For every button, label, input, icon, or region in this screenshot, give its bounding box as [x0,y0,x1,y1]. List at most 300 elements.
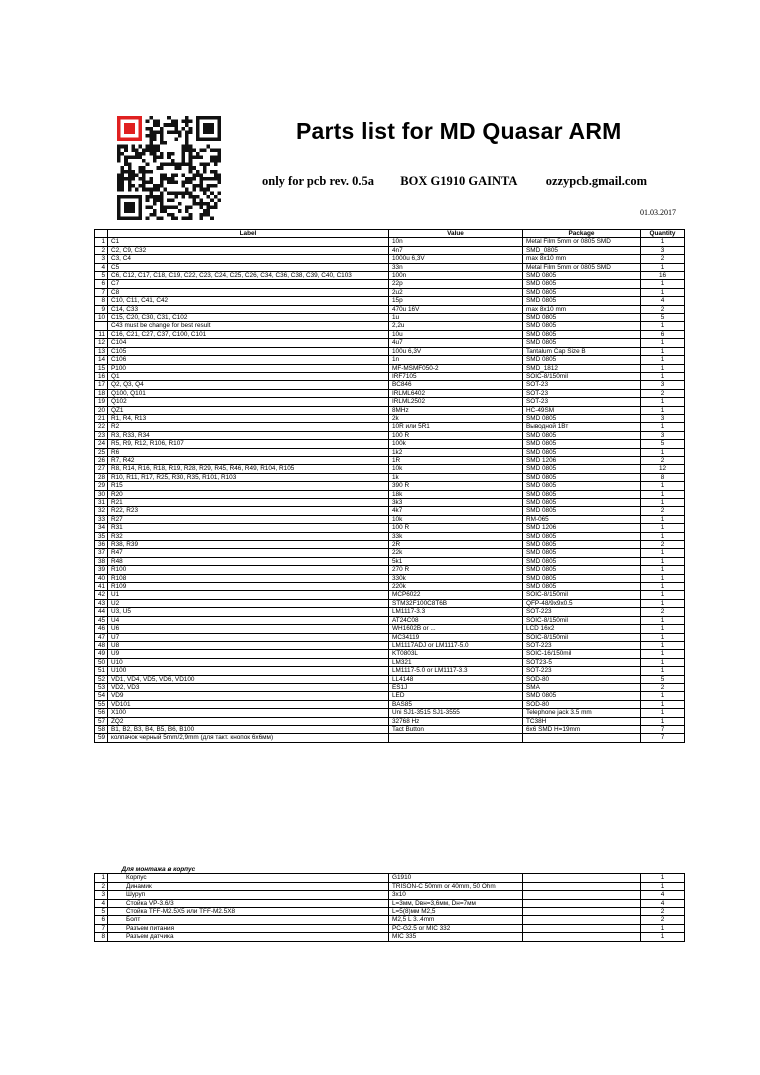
table-row [95,734,685,742]
mounting-row [95,899,685,907]
table-row [95,347,685,355]
row-number: 52 [95,675,108,683]
row-quantity: 1 [641,574,685,582]
row-quantity: 1 [641,524,685,532]
table-row [95,557,685,565]
parts-table [94,229,685,743]
table-row [95,717,685,725]
row-label: U8 [108,641,389,649]
row-number: 30 [95,490,108,498]
mount-package [523,899,641,907]
table-row [95,263,685,271]
row-value: IRLML6402 [389,389,523,397]
row-quantity: 2 [641,608,685,616]
row-package: QFP-48/9x9x0.5 [523,599,641,607]
table-row [95,515,685,523]
row-package: SOD-80 [523,675,641,683]
contact-email: ozzypcb.gmail.com [545,174,648,188]
row-quantity: 1 [641,322,685,330]
row-number: 41 [95,583,108,591]
row-package: HC-49SM [523,406,641,414]
row-quantity: 1 [641,700,685,708]
row-quantity: 7 [641,725,685,733]
mount-package [523,916,641,924]
row-value: 3k3 [389,499,523,507]
row-value: 100n [389,272,523,280]
table-row [95,423,685,431]
row-package: SOT-23 [523,381,641,389]
row-value: LM1117ADJ or LM1117-5.0 [389,641,523,649]
row-label: U10 [108,658,389,666]
row-label: ZQ2 [108,717,389,725]
row-quantity: 1 [641,633,685,641]
row-package: SMD 0805 [523,482,641,490]
table-row [95,608,685,616]
row-number: 40 [95,574,108,582]
col-value: Value [389,230,523,238]
table-row [95,356,685,364]
row-quantity: 7 [641,734,685,742]
row-label: C1 [108,238,389,246]
row-label: R5, R9, R12, R106, R107 [108,440,389,448]
col-number [95,230,108,238]
table-row [95,700,685,708]
row-value: MC34119 [389,633,523,641]
row-quantity: 1 [641,709,685,717]
row-package: Выводной 1Вт [523,423,641,431]
row-value: Uni SJ1-3515 SJ1-3555 [389,709,523,717]
row-value: MCP6022 [389,591,523,599]
row-quantity: 5 [641,314,685,322]
mount-package [523,933,641,941]
row-label: R31 [108,524,389,532]
mount-number: 1 [95,874,108,882]
row-quantity: 2 [641,305,685,313]
row-quantity: 1 [641,583,685,591]
row-value: 10k [389,465,523,473]
table-row [95,364,685,372]
row-value: 1k [389,473,523,481]
row-quantity: 1 [641,406,685,414]
row-number: 33 [95,515,108,523]
mount-quantity: 1 [641,882,685,890]
row-value: 4n7 [389,246,523,254]
row-number: 39 [95,566,108,574]
row-label: U4 [108,616,389,624]
box-model: BOX G1910 GAINTA [400,174,518,188]
row-number: 7 [95,288,108,296]
row-number: 51 [95,667,108,675]
row-value: KT0803L [389,650,523,658]
row-number: 29 [95,482,108,490]
row-label: C106 [108,356,389,364]
table-row [95,541,685,549]
row-number: 18 [95,389,108,397]
row-number: 35 [95,532,108,540]
mount-value: TRISON-C 50mm or 40mm, 50 Ohm [389,882,523,890]
row-package: SMD 0805 [523,314,641,322]
row-number: 38 [95,557,108,565]
row-package: SMD 0805 [523,330,641,338]
row-number: 20 [95,406,108,414]
table-row [95,633,685,641]
row-number: 9 [95,305,108,313]
row-label: Q102 [108,398,389,406]
row-quantity: 1 [641,532,685,540]
row-quantity: 5 [641,675,685,683]
row-number: 15 [95,364,108,372]
table-row [95,389,685,397]
row-package: SMD 0805 [523,549,641,557]
row-package: SOT23-5 [523,658,641,666]
mount-label: Стойка VP-3.6/3 [108,899,389,907]
row-package: SMD 0805 [523,440,641,448]
mount-quantity: 2 [641,908,685,916]
row-label: U3, U5 [108,608,389,616]
row-quantity: 1 [641,398,685,406]
row-package: RM-065 [523,515,641,523]
row-package: SOIC-8/150mil [523,591,641,599]
row-package: max 8x10 mm [523,255,641,263]
row-label: C16, C21, C27, C37, C100, C101 [108,330,389,338]
table-row [95,448,685,456]
table-row [95,330,685,338]
row-quantity: 2 [641,507,685,515]
row-label: R22, R23 [108,507,389,515]
row-label: P100 [108,364,389,372]
row-quantity: 1 [641,717,685,725]
mount-value: G1910 [389,874,523,882]
row-number: 8 [95,297,108,305]
row-quantity: 1 [641,423,685,431]
row-label: R15 [108,482,389,490]
col-label: Label [108,230,389,238]
row-quantity: 3 [641,246,685,254]
row-label: R21 [108,499,389,507]
col-quantity: Quantity [641,230,685,238]
row-number: 56 [95,709,108,717]
row-number: 55 [95,700,108,708]
row-package: SMD 0805 [523,297,641,305]
row-value: MF-MSMF050-2 [389,364,523,372]
table-row [95,583,685,591]
row-package: SMD 0805 [523,507,641,515]
row-value: IRLML2502 [389,398,523,406]
row-quantity: 1 [641,339,685,347]
row-number: 21 [95,414,108,422]
row-package [523,734,641,742]
table-row [95,499,685,507]
row-number: 54 [95,692,108,700]
row-package: SMD 0805 [523,448,641,456]
row-label: Q100, Q101 [108,389,389,397]
mount-quantity: 4 [641,891,685,899]
row-package: LCD 16x2 [523,625,641,633]
mount-number: 3 [95,891,108,899]
mounting-row [95,891,685,899]
row-value: AT24C08 [389,616,523,624]
row-package: SMD 0805 [523,272,641,280]
mount-label: Стойка TFF-M2.5X5 или TFF-M2.5X8 [108,908,389,916]
table-row [95,414,685,422]
row-label: C14, C33 [108,305,389,313]
table-row [95,709,685,717]
table-row [95,372,685,380]
row-value: 100 R [389,431,523,439]
table-row [95,406,685,414]
row-quantity: 3 [641,381,685,389]
row-value: 5k1 [389,557,523,565]
mounting-row [95,924,685,932]
table-row [95,339,685,347]
table-row [95,322,685,330]
row-package: SOD-80 [523,700,641,708]
mount-label: Разъем датчика [108,933,389,941]
row-number: 59 [95,734,108,742]
row-quantity: 3 [641,414,685,422]
row-label: R47 [108,549,389,557]
row-value: 270 R [389,566,523,574]
row-quantity: 2 [641,541,685,549]
table-row [95,574,685,582]
row-label: C7 [108,280,389,288]
row-number: 49 [95,650,108,658]
row-quantity: 1 [641,692,685,700]
row-value: IRF7105 [389,372,523,380]
row-label: R8, R14, R16, R18, R19, R28, R29, R45, R46, R49, R104, R105 [108,465,389,473]
row-number: 4 [95,263,108,271]
row-quantity: 3 [641,431,685,439]
row-label: R38, R39 [108,541,389,549]
row-number: 10 [95,314,108,322]
row-package: SMD 0805 [523,574,641,582]
row-package: SOIC-8/150mil [523,372,641,380]
row-package: SMD 0805 [523,532,641,540]
mount-package [523,891,641,899]
row-value: WH1602B or ... [389,625,523,633]
row-value: 2k [389,414,523,422]
row-number: 19 [95,398,108,406]
mount-quantity: 1 [641,874,685,882]
row-package: SMD 0805 [523,557,641,565]
table-row [95,280,685,288]
table-row [95,591,685,599]
row-number: 43 [95,599,108,607]
row-package: SMD_1812 [523,364,641,372]
row-package: SMD 0805 [523,339,641,347]
mounting-row [95,874,685,882]
row-value: 15p [389,297,523,305]
row-value: STM32F100C8T6B [389,599,523,607]
table-row [95,456,685,464]
table-row [95,549,685,557]
document-date: 01.03.2017 [640,208,676,217]
row-package: SMD 0805 [523,414,641,422]
row-label: C8 [108,288,389,296]
row-value: 1k2 [389,448,523,456]
row-number: 23 [95,431,108,439]
row-number: 32 [95,507,108,515]
table-row [95,465,685,473]
row-package: SMD 1206 [523,456,641,464]
row-quantity: 1 [641,288,685,296]
row-quantity: 1 [641,591,685,599]
qr-code [117,116,221,220]
mounting-row [95,908,685,916]
table-row [95,473,685,481]
row-quantity: 2 [641,683,685,691]
table-row [95,667,685,675]
row-number: 5 [95,272,108,280]
mount-package [523,908,641,916]
row-value [389,734,523,742]
row-number: 58 [95,725,108,733]
row-number: 46 [95,625,108,633]
row-package: Metal Film 5mm or 0805 SMD [523,263,641,271]
mount-number: 5 [95,908,108,916]
row-number: 17 [95,381,108,389]
row-number: 50 [95,658,108,666]
table-row [95,725,685,733]
table-row [95,431,685,439]
row-quantity: 1 [641,280,685,288]
row-value: 470u 16V [389,305,523,313]
row-label: Q2, Q3, Q4 [108,381,389,389]
row-package: SMD 0805 [523,541,641,549]
row-package: SMD 0805 [523,280,641,288]
row-quantity: 1 [641,356,685,364]
row-number: 14 [95,356,108,364]
row-number: 25 [95,448,108,456]
row-number: 26 [95,456,108,464]
table-row [95,440,685,448]
row-package: SMA [523,683,641,691]
row-quantity: 1 [641,667,685,675]
row-label: Q1 [108,372,389,380]
mounting-row [95,916,685,924]
table-row [95,272,685,280]
table-row [95,246,685,254]
row-label: VD2, VD3 [108,683,389,691]
row-quantity: 2 [641,456,685,464]
row-quantity: 1 [641,482,685,490]
row-number: 34 [95,524,108,532]
row-label: U100 [108,667,389,675]
row-value: LED [389,692,523,700]
row-number: 48 [95,641,108,649]
row-value: 33k [389,532,523,540]
row-value: 8MHz [389,406,523,414]
row-label: колпачок черный 5mm/2,9mm (для такт. кнопок 6х6мм) [108,734,389,742]
row-quantity: 1 [641,515,685,523]
mount-value: M2,5 L 3..4mm [389,916,523,924]
row-value: Tact Button [389,725,523,733]
table-row [95,625,685,633]
pcb-revision: only for pcb rev. 0.5a [262,174,375,188]
row-value: 10k [389,515,523,523]
row-value: 100k [389,440,523,448]
row-quantity: 1 [641,599,685,607]
mount-value: MIC 335 [389,933,523,941]
col-package: Package [523,230,641,238]
row-package: SMD 1206 [523,524,641,532]
row-quantity: 5 [641,440,685,448]
table-row [95,599,685,607]
row-value: 4u7 [389,339,523,347]
mount-number: 6 [95,916,108,924]
row-quantity: 1 [641,490,685,498]
table-row [95,398,685,406]
row-label: VD9 [108,692,389,700]
mounting-row [95,933,685,941]
table-row [95,532,685,540]
table-row [95,490,685,498]
table-row [95,566,685,574]
row-quantity: 12 [641,465,685,473]
table-row [95,305,685,313]
mount-value: 3x10 [389,891,523,899]
row-number: 37 [95,549,108,557]
table-row [95,616,685,624]
table-row [95,641,685,649]
row-number: 12 [95,339,108,347]
row-package: SMD 0805 [523,566,641,574]
parts-table-header [95,230,685,238]
row-number: 44 [95,608,108,616]
table-row [95,675,685,683]
table-row [95,683,685,691]
row-label: C10, C11, C41, C42 [108,297,389,305]
mount-quantity: 2 [641,916,685,924]
mount-value: L=5(8)мм M2,5 [389,908,523,916]
mount-label: Разъем питания [108,924,389,932]
row-label: R6 [108,448,389,456]
table-row [95,255,685,263]
row-label: U9 [108,650,389,658]
row-package: SMD_0805 [523,246,641,254]
row-package: Tantalum Cap Size B [523,347,641,355]
table-row [95,381,685,389]
row-value: 2R [389,541,523,549]
row-quantity: 1 [641,616,685,624]
row-package: SOIC-8/150mil [523,616,641,624]
row-value: 10n [389,238,523,246]
row-quantity: 1 [641,263,685,271]
row-value: 1n [389,356,523,364]
row-value: 1u [389,314,523,322]
row-label: R48 [108,557,389,565]
row-label: R27 [108,515,389,523]
row-number: 3 [95,255,108,263]
row-quantity: 8 [641,473,685,481]
mount-number: 4 [95,899,108,907]
mount-label: Шуруп [108,891,389,899]
row-label: R10, R11, R17, R25, R30, R35, R101, R103 [108,473,389,481]
mount-quantity: 1 [641,933,685,941]
row-quantity: 1 [641,650,685,658]
row-value: 32768 Hz [389,717,523,725]
row-number: 6 [95,280,108,288]
row-label: C3, C4 [108,255,389,263]
row-label: C5 [108,263,389,271]
row-label: R32 [108,532,389,540]
mounting-row [95,882,685,890]
row-label: VD101 [108,700,389,708]
mount-quantity: 4 [641,899,685,907]
row-value: LL4148 [389,675,523,683]
row-package: SOIC-8/150mil [523,633,641,641]
row-label: B1, B2, B3, B4, B5, B6, B100 [108,725,389,733]
